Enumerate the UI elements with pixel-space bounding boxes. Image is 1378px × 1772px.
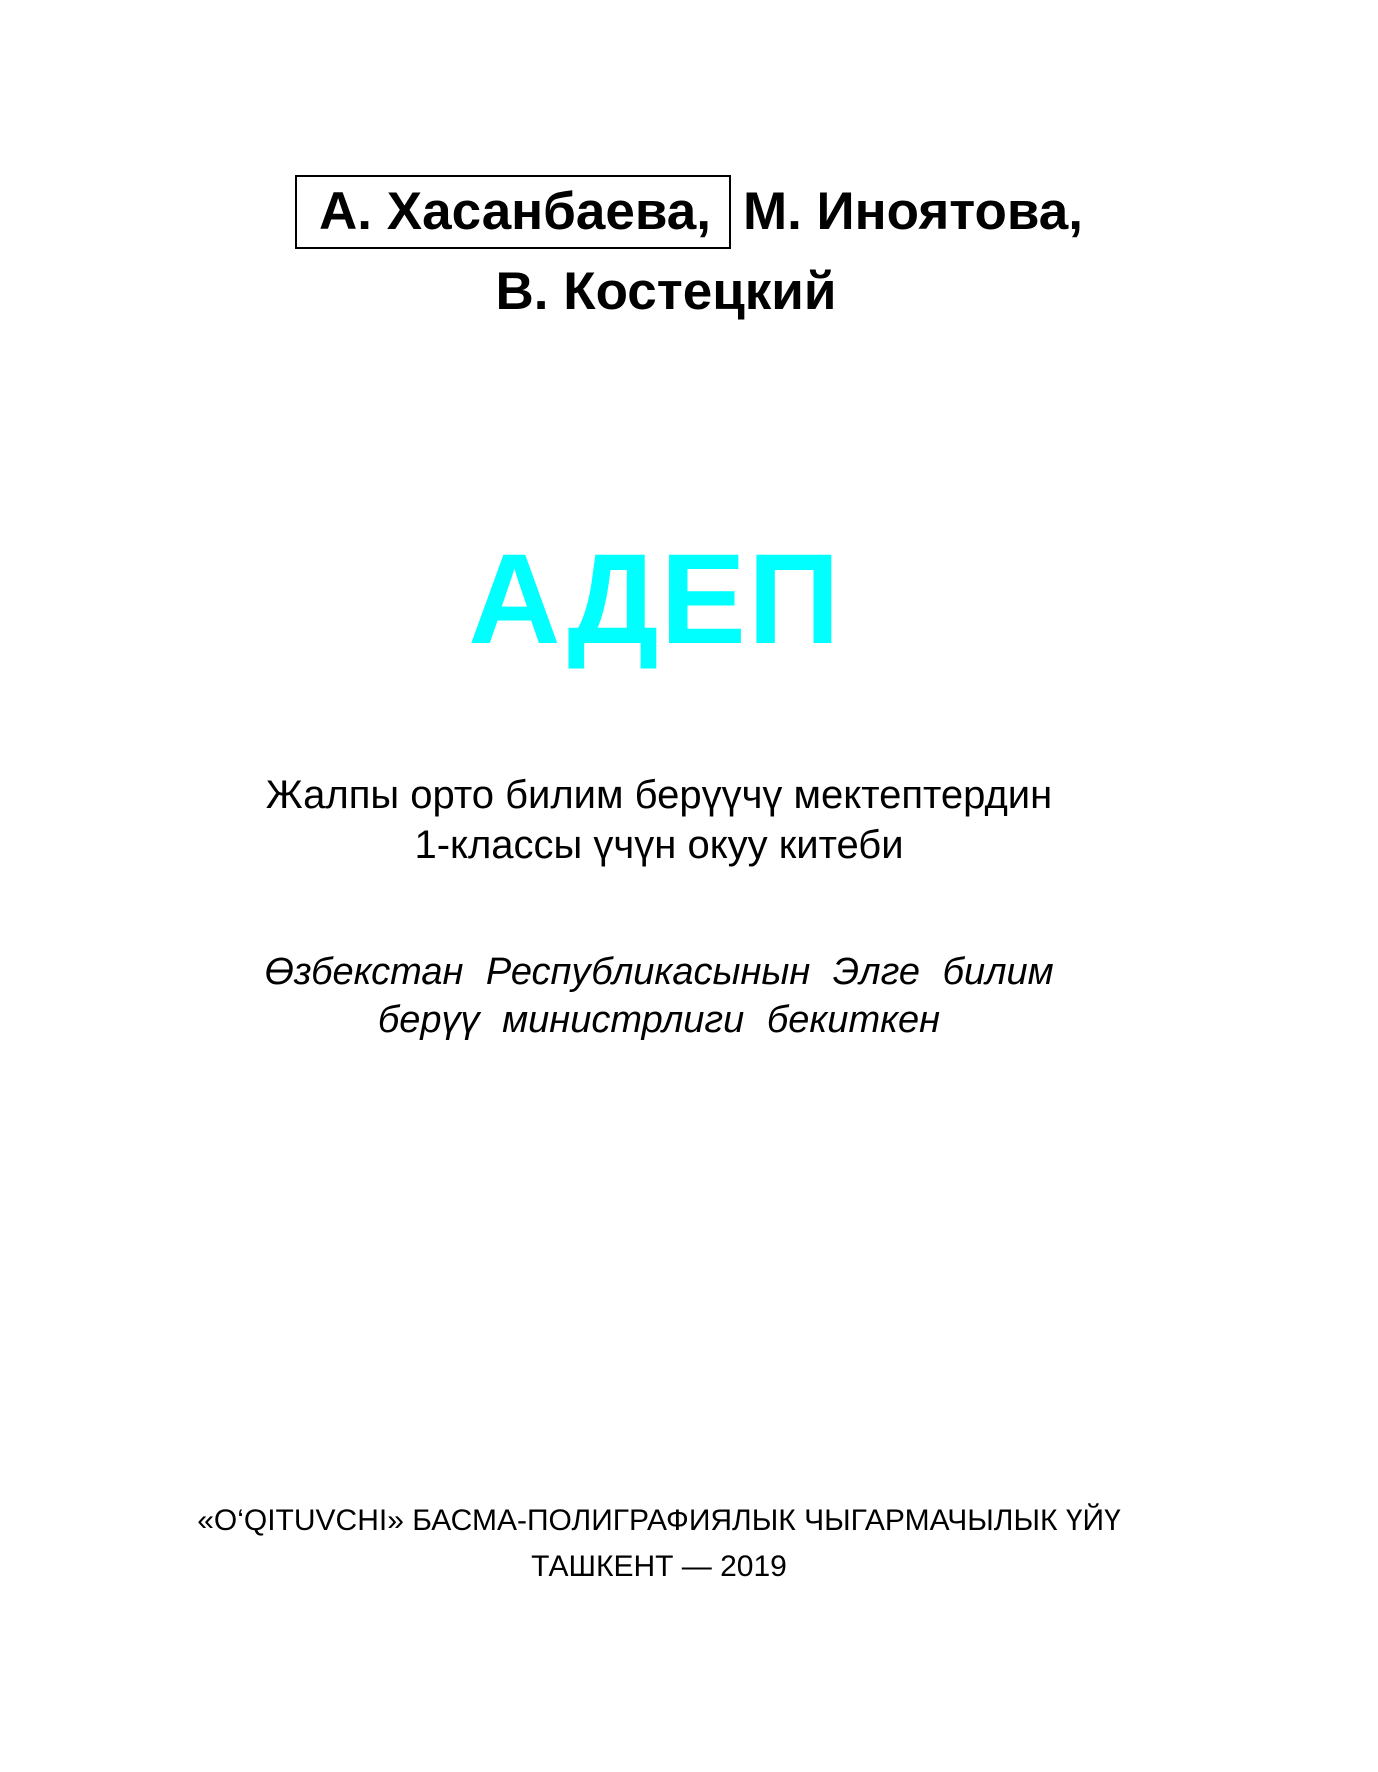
publisher-city-year: ТАШКЕНТ — 2019 [531,1550,787,1583]
approval-line-1: Өзбекстан Республикасынын Элге билим [264,951,1054,993]
publisher-name: «O‘QITUVCHI» БАСМА-ПОЛИГРАФИЯЛЫК ЧЫГАРМАЧЫЛЫК ҮЙҮ [197,1504,1121,1537]
publisher-info [0,1498,1318,1590]
approval-line-2: берүү министрлиги бекиткен [377,999,941,1041]
subtitle-line-1: Жалпы орто билим берүүчү мектептердин [265,773,1053,817]
author-hasanbaeva: А. Хасанбаева, [295,175,731,249]
approval-note [0,948,1318,1044]
subtitle-line-2: 1-классы үчүн окуу китеби [414,823,904,867]
author-kostetsky: В. Костецкий [495,262,837,321]
author-inoyatova: М. Иноятова, [742,182,1083,241]
authors-line-1 [0,172,1378,252]
book-subtitle [0,770,1318,870]
book-title: АДЕП [468,528,842,671]
